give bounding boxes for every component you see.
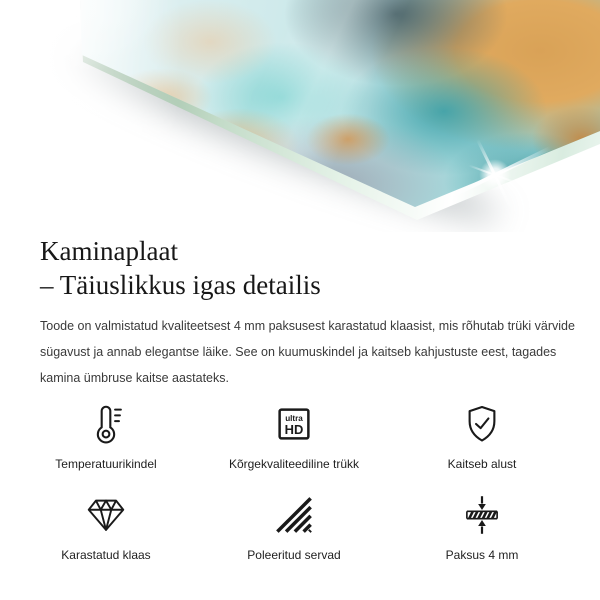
page-title bbox=[40, 234, 321, 302]
product-description bbox=[40, 313, 575, 391]
description-line: Toode on valmistatud kvaliteetsest 4 mm paksusest karastatud klaasist, mis rõhutab trüki värvide bbox=[40, 319, 575, 333]
description-line: sügavust ja annab elegantse läike. See on kuumuskindel ja kaitseb kahjustuste eest, tagades bbox=[40, 345, 557, 359]
feature-ultra-hd-print bbox=[200, 399, 388, 472]
feature-label: Temperatuurikindel bbox=[55, 457, 157, 471]
shield-check-icon bbox=[460, 399, 504, 449]
page-title-line1: Kaminaplaat bbox=[40, 236, 178, 266]
polished-edges-icon bbox=[273, 490, 315, 540]
feature-label: Karastatud klaas bbox=[61, 548, 151, 562]
white-fade-overlay bbox=[0, 0, 600, 232]
ultra-hd-icon-text-bottom: HD bbox=[284, 422, 304, 438]
feature-label: Paksus 4 mm bbox=[445, 548, 519, 562]
feature-thickness-4mm bbox=[388, 490, 576, 563]
thickness-icon bbox=[460, 490, 504, 540]
feature-polished-edges bbox=[200, 490, 388, 563]
feature-protects-base bbox=[388, 399, 576, 472]
feature-label: Kõrgekvaliteediline trükk bbox=[228, 457, 360, 471]
product-image bbox=[0, 0, 600, 232]
diamond-icon bbox=[83, 490, 129, 540]
thermometer-icon bbox=[83, 399, 129, 449]
ultra-hd-icon bbox=[271, 399, 317, 449]
feature-tempered-glass bbox=[12, 490, 200, 563]
page-title-line2: – Täiuslikkus igas detailis bbox=[40, 270, 321, 300]
ultra-hd-icon-text-top: ultra bbox=[285, 414, 303, 424]
features-grid bbox=[12, 399, 576, 563]
feature-temperature-resistant bbox=[12, 399, 200, 472]
feature-label: Poleeritud servad bbox=[247, 548, 341, 562]
description-line: kamina ümbruse kaitse aastateks. bbox=[40, 371, 229, 385]
feature-label: Kaitseb alust bbox=[447, 457, 517, 471]
